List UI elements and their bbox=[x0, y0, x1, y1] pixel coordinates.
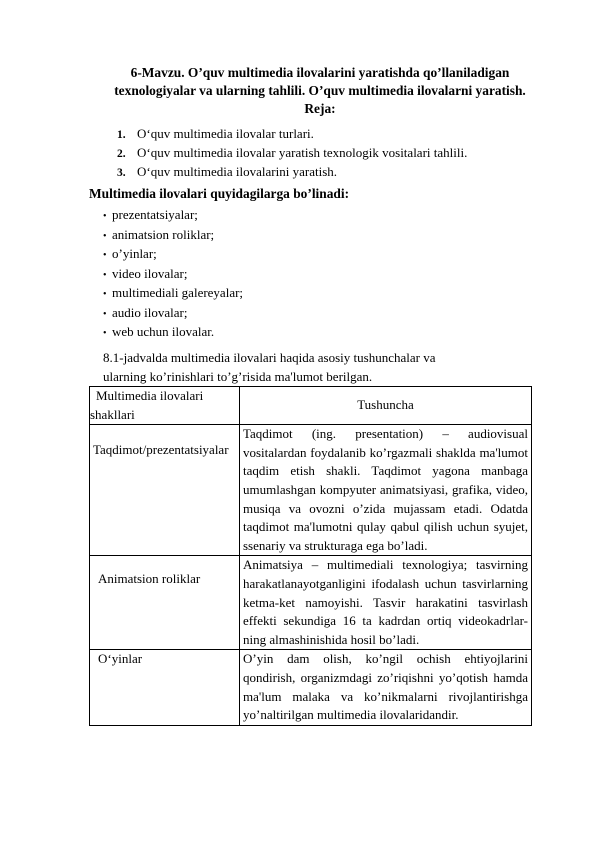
list-item-text: multimediali galereyalar; bbox=[112, 285, 244, 300]
list-item-text: prezentatsiyalar; bbox=[112, 207, 198, 222]
page-title bbox=[90, 64, 550, 100]
list-item-text: animatsion roliklar; bbox=[112, 226, 215, 242]
table-header-row bbox=[90, 387, 532, 425]
table-intro-line-2: ularning ko’rinishlari to’g’risida ma'lumot berilgan. bbox=[103, 369, 373, 384]
list-item-text: audio ilovalar; bbox=[112, 304, 188, 320]
header-cell-concept: Tushuncha bbox=[240, 387, 532, 425]
plan-item-text: O‘quv multimedia ilovalar turlari. bbox=[137, 126, 314, 141]
table-row bbox=[90, 650, 532, 725]
header-forms-line-2: shakllari bbox=[90, 406, 135, 422]
list-item bbox=[103, 322, 243, 342]
title-line-2: texnologiyalar va ularning tahlili. O’quv multimedia ilovalarni yaratish. bbox=[114, 83, 526, 98]
list-item bbox=[103, 225, 243, 245]
row-name-cell: Animatsion roliklar bbox=[90, 556, 240, 650]
list-item-text: video ilovalar; bbox=[112, 265, 188, 281]
list-item bbox=[103, 205, 243, 225]
plan-item-text: O‘quv multimedia ilovalar yaratish texnologik vositalari tahlili. bbox=[137, 145, 468, 160]
list-item-text: web uchun ilovalar. bbox=[112, 324, 215, 339]
multimedia-table bbox=[89, 386, 532, 726]
row-text-cell: Animatsiya – multimediali texnologiya; tasvirning harakatlanayotganligini ifodalash uchun tasvirlarning ketma-ket namoyishi. Tasvir harakatini tasvirlash effekti sekundiga 16 ta kadrdan ortiq videokadrlar- ning almashinishida hosil bo’ladi. bbox=[240, 556, 532, 650]
table-intro-line-1: 8.1-jadvalda multimedia ilovalari haqida asosiy tushunchalar va bbox=[103, 350, 436, 365]
row-name-cell: Taqdimot/prezentatsiyalar bbox=[90, 425, 240, 556]
bullet-list bbox=[103, 205, 243, 342]
plan-item bbox=[117, 143, 467, 162]
bullet-icon: • bbox=[103, 328, 107, 339]
list-item-text: o’yinlar; bbox=[112, 246, 157, 261]
bullet-icon: • bbox=[103, 269, 107, 281]
table-row bbox=[90, 556, 532, 650]
row-name-cell: O‘yinlar bbox=[90, 650, 240, 725]
list-item bbox=[103, 244, 243, 264]
plan-item-text: O‘quv multimedia ilovalarini yaratish. bbox=[137, 164, 338, 179]
plan-item-number: 3. bbox=[117, 167, 126, 179]
plan-item-number: 2. bbox=[117, 148, 126, 160]
plan-item-number: 1. bbox=[117, 129, 126, 141]
list-item bbox=[103, 283, 243, 303]
bullet-icon: • bbox=[103, 308, 107, 320]
plan-item bbox=[117, 162, 467, 181]
header-forms-line-1: Multimedia ilovalari bbox=[96, 388, 204, 403]
bullet-icon: • bbox=[103, 250, 107, 261]
row-text-cell: O’yin dam olish, ko’ngil ochish ehtiyojlarini qondirish, organizmdagi zo’riqishni yo’qotish hamda ma'lum malaka va ko’nikmalarni rivojlantirishga yo’naltirilgan multimedia ilovalaridandir. bbox=[240, 650, 532, 725]
section-heading: Multimedia ilovalari quyidagilarga bo’linadi: bbox=[89, 186, 350, 201]
list-item bbox=[103, 303, 243, 323]
header-cell-forms bbox=[90, 387, 240, 425]
table-intro bbox=[103, 348, 493, 386]
row-text-cell: Taqdimot (ing. presentation) – audiovisual vositalardan foydalanib ko’rgazmali shaklda ma'lumot taqdim etish shakli. Taqdimot yagona manbaga umumlashgan kompyuter animatsiyasi, grafika, video, musiqa va ovozni o’zida mujassam etadi. Odatda taqdimot ma'lumotni qulay qabul qilish uchun syujet, ssenariy va strukturaga ega bo’ladi. bbox=[240, 425, 532, 556]
plan-item bbox=[117, 124, 467, 143]
bullet-icon: • bbox=[103, 211, 107, 222]
plan-list bbox=[117, 124, 467, 181]
bullet-icon: • bbox=[103, 230, 107, 242]
list-item bbox=[103, 264, 243, 284]
bullet-icon: • bbox=[103, 289, 107, 300]
title-line-1: 6-Mavzu. O’quv multimedia ilovalarini yaratishda qo’llaniladigan bbox=[130, 65, 510, 80]
table-row bbox=[90, 425, 532, 556]
plan-heading: Reja: bbox=[304, 101, 336, 116]
